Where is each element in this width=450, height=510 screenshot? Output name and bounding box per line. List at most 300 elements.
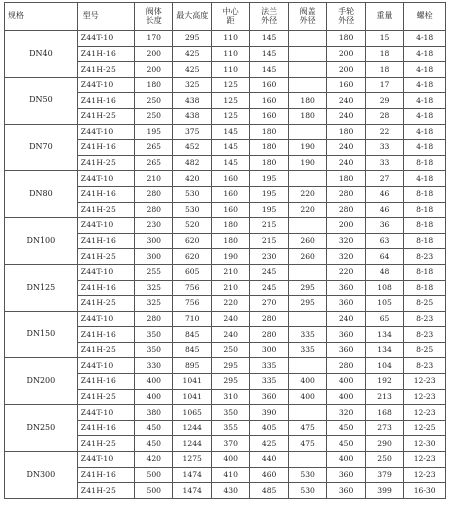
header-body-length: 阀体 长度	[135, 3, 173, 31]
max-height-cell: 1275	[173, 452, 211, 468]
handwheel-diameter-cell: 240	[327, 311, 365, 327]
body-length-cell: 200	[135, 62, 173, 78]
bolts-cell: 4-18	[404, 31, 446, 47]
handwheel-diameter-cell: 360	[327, 342, 365, 358]
handwheel-diameter-cell: 200	[327, 218, 365, 234]
bonnet-diameter-cell: 335	[288, 327, 326, 343]
weight-cell: 46	[365, 202, 403, 218]
center-distance-cell: 295	[211, 358, 249, 374]
model-cell: Z41H-25	[77, 296, 134, 312]
header-bolts: 螺栓	[404, 3, 446, 31]
bonnet-diameter-cell: 260	[288, 233, 326, 249]
center-distance-cell: 110	[211, 31, 249, 47]
bolts-cell: 12-23	[404, 452, 446, 468]
flange-diameter-cell: 160	[250, 77, 288, 93]
max-height-cell: 438	[173, 93, 211, 109]
model-cell: Z44T-10	[77, 405, 134, 421]
weight-cell: 108	[365, 280, 403, 296]
weight-cell: 290	[365, 436, 403, 452]
body-length-cell: 500	[135, 467, 173, 483]
max-height-cell: 1041	[173, 389, 211, 405]
bolts-cell: 8-18	[404, 264, 446, 280]
flange-diameter-cell: 360	[250, 389, 288, 405]
weight-cell: 28	[365, 108, 403, 124]
handwheel-diameter-cell: 180	[327, 31, 365, 47]
model-cell: Z41H-25	[77, 483, 134, 499]
spec-cell: DN100	[5, 218, 78, 265]
model-cell: Z44T-10	[77, 77, 134, 93]
body-length-cell: 500	[135, 483, 173, 499]
bonnet-diameter-cell: 530	[288, 483, 326, 499]
table-row	[5, 124, 446, 140]
table-row	[5, 264, 446, 280]
handwheel-diameter-cell: 360	[327, 327, 365, 343]
weight-cell: 17	[365, 77, 403, 93]
flange-diameter-cell: 160	[250, 93, 288, 109]
model-cell: Z41H-16	[77, 467, 134, 483]
max-height-cell: 620	[173, 233, 211, 249]
bonnet-diameter-cell: 295	[288, 280, 326, 296]
handwheel-diameter-cell: 240	[327, 155, 365, 171]
model-cell: Z41H-25	[77, 342, 134, 358]
bolts-cell: 12-30	[404, 436, 446, 452]
center-distance-cell: 110	[211, 62, 249, 78]
spec-cell: DN300	[5, 452, 78, 499]
bonnet-diameter-cell	[288, 405, 326, 421]
model-cell: Z44T-10	[77, 264, 134, 280]
bolts-cell: 8-25	[404, 296, 446, 312]
center-distance-cell: 145	[211, 155, 249, 171]
flange-diameter-cell: 160	[250, 108, 288, 124]
bonnet-diameter-cell	[288, 218, 326, 234]
body-length-cell: 195	[135, 124, 173, 140]
bonnet-diameter-cell: 475	[288, 420, 326, 436]
center-distance-cell: 250	[211, 342, 249, 358]
weight-cell: 65	[365, 311, 403, 327]
bonnet-diameter-cell: 260	[288, 249, 326, 265]
handwheel-diameter-cell: 360	[327, 467, 365, 483]
header-center-distance: 中心 距	[211, 3, 249, 31]
handwheel-diameter-cell: 320	[327, 405, 365, 421]
body-length-cell: 330	[135, 358, 173, 374]
spec-cell: DN250	[5, 405, 78, 452]
max-height-cell: 845	[173, 342, 211, 358]
handwheel-diameter-cell: 200	[327, 46, 365, 62]
weight-cell: 379	[365, 467, 403, 483]
model-cell: Z44T-10	[77, 124, 134, 140]
model-cell: Z41H-16	[77, 46, 134, 62]
max-height-cell: 1244	[173, 436, 211, 452]
max-height-cell: 1474	[173, 467, 211, 483]
bonnet-diameter-cell	[288, 62, 326, 78]
bolts-cell: 8-18	[404, 218, 446, 234]
center-distance-cell: 410	[211, 467, 249, 483]
handwheel-diameter-cell: 280	[327, 358, 365, 374]
handwheel-diameter-cell: 240	[327, 140, 365, 156]
flange-diameter-cell: 280	[250, 327, 288, 343]
weight-cell: 104	[365, 358, 403, 374]
max-height-cell: 295	[173, 31, 211, 47]
header-row	[5, 3, 446, 31]
header-max-height: 最大高度	[173, 3, 211, 31]
flange-diameter-cell: 195	[250, 202, 288, 218]
bonnet-diameter-cell	[288, 171, 326, 187]
center-distance-cell: 180	[211, 218, 249, 234]
flange-diameter-cell: 215	[250, 233, 288, 249]
max-height-cell: 375	[173, 124, 211, 140]
handwheel-diameter-cell: 180	[327, 171, 365, 187]
max-height-cell: 1474	[173, 483, 211, 499]
weight-cell: 168	[365, 405, 403, 421]
center-distance-cell: 110	[211, 46, 249, 62]
bolts-cell: 8-23	[404, 358, 446, 374]
body-length-cell: 350	[135, 342, 173, 358]
spec-cell: DN70	[5, 124, 78, 171]
bonnet-diameter-cell	[288, 31, 326, 47]
flange-diameter-cell: 405	[250, 420, 288, 436]
bolts-cell: 4-18	[404, 171, 446, 187]
center-distance-cell: 295	[211, 374, 249, 390]
spec-cell: DN200	[5, 358, 78, 405]
flange-diameter-cell: 460	[250, 467, 288, 483]
flange-diameter-cell: 180	[250, 124, 288, 140]
max-height-cell: 530	[173, 202, 211, 218]
center-distance-cell: 350	[211, 405, 249, 421]
body-length-cell: 280	[135, 202, 173, 218]
weight-cell: 399	[365, 483, 403, 499]
center-distance-cell: 240	[211, 327, 249, 343]
max-height-cell: 325	[173, 77, 211, 93]
bolts-cell: 4-18	[404, 124, 446, 140]
body-length-cell: 325	[135, 296, 173, 312]
body-length-cell: 230	[135, 218, 173, 234]
center-distance-cell: 125	[211, 93, 249, 109]
body-length-cell: 250	[135, 93, 173, 109]
bolts-cell: 4-18	[404, 46, 446, 62]
body-length-cell: 180	[135, 77, 173, 93]
model-cell: Z44T-10	[77, 311, 134, 327]
model-cell: Z41H-25	[77, 249, 134, 265]
weight-cell: 46	[365, 186, 403, 202]
model-cell: Z44T-10	[77, 358, 134, 374]
flange-diameter-cell: 390	[250, 405, 288, 421]
bonnet-diameter-cell	[288, 311, 326, 327]
body-length-cell: 250	[135, 108, 173, 124]
weight-cell: 273	[365, 420, 403, 436]
flange-diameter-cell: 245	[250, 264, 288, 280]
weight-cell: 250	[365, 452, 403, 468]
weight-cell: 36	[365, 218, 403, 234]
model-cell: Z41H-16	[77, 374, 134, 390]
body-length-cell: 210	[135, 171, 173, 187]
center-distance-cell: 180	[211, 233, 249, 249]
bolts-cell: 8-23	[404, 249, 446, 265]
weight-cell: 63	[365, 233, 403, 249]
model-cell: Z41H-16	[77, 420, 134, 436]
center-distance-cell: 370	[211, 436, 249, 452]
table-row	[5, 171, 446, 187]
flange-diameter-cell: 195	[250, 171, 288, 187]
model-cell: Z41H-16	[77, 233, 134, 249]
center-distance-cell: 125	[211, 77, 249, 93]
weight-cell: 18	[365, 46, 403, 62]
bolts-cell: 8-23	[404, 327, 446, 343]
flange-diameter-cell: 180	[250, 155, 288, 171]
center-distance-cell: 240	[211, 311, 249, 327]
model-cell: Z44T-10	[77, 31, 134, 47]
body-length-cell: 265	[135, 155, 173, 171]
spec-cell: DN150	[5, 311, 78, 358]
handwheel-diameter-cell: 400	[327, 374, 365, 390]
bolts-cell: 12-23	[404, 467, 446, 483]
handwheel-diameter-cell: 160	[327, 77, 365, 93]
model-cell: Z41H-16	[77, 186, 134, 202]
flange-diameter-cell: 215	[250, 218, 288, 234]
bolts-cell: 16-30	[404, 483, 446, 499]
body-length-cell: 450	[135, 420, 173, 436]
bolts-cell: 8-23	[404, 311, 446, 327]
flange-diameter-cell: 440	[250, 452, 288, 468]
bonnet-diameter-cell: 400	[288, 389, 326, 405]
flange-diameter-cell: 335	[250, 374, 288, 390]
center-distance-cell: 400	[211, 452, 249, 468]
model-cell: Z41H-16	[77, 280, 134, 296]
center-distance-cell: 210	[211, 264, 249, 280]
handwheel-diameter-cell: 280	[327, 202, 365, 218]
spec-cell: DN125	[5, 264, 78, 311]
weight-cell: 18	[365, 62, 403, 78]
flange-diameter-cell: 145	[250, 46, 288, 62]
center-distance-cell: 190	[211, 249, 249, 265]
max-height-cell: 425	[173, 46, 211, 62]
body-length-cell: 265	[135, 140, 173, 156]
spec-cell: DN40	[5, 31, 78, 78]
bolts-cell: 12-23	[404, 389, 446, 405]
bonnet-diameter-cell: 190	[288, 140, 326, 156]
max-height-cell: 1244	[173, 420, 211, 436]
flange-diameter-cell: 335	[250, 358, 288, 374]
max-height-cell: 438	[173, 108, 211, 124]
model-cell: Z41H-25	[77, 155, 134, 171]
flange-diameter-cell: 270	[250, 296, 288, 312]
handwheel-diameter-cell: 220	[327, 264, 365, 280]
weight-cell: 48	[365, 264, 403, 280]
max-height-cell: 482	[173, 155, 211, 171]
table-row	[5, 311, 446, 327]
center-distance-cell: 145	[211, 124, 249, 140]
handwheel-diameter-cell: 400	[327, 389, 365, 405]
bolts-cell: 4-18	[404, 140, 446, 156]
bolts-cell: 8-18	[404, 233, 446, 249]
max-height-cell: 420	[173, 171, 211, 187]
model-cell: Z41H-25	[77, 436, 134, 452]
body-length-cell: 420	[135, 452, 173, 468]
body-length-cell: 325	[135, 280, 173, 296]
flange-diameter-cell: 145	[250, 62, 288, 78]
body-length-cell: 450	[135, 436, 173, 452]
weight-cell: 22	[365, 124, 403, 140]
body-length-cell: 200	[135, 46, 173, 62]
bolts-cell: 8-18	[404, 186, 446, 202]
model-cell: Z44T-10	[77, 218, 134, 234]
header-model: 型号	[77, 3, 134, 31]
specification-table	[4, 2, 446, 499]
model-cell: Z41H-25	[77, 202, 134, 218]
spec-cell: DN50	[5, 77, 78, 124]
weight-cell: 192	[365, 374, 403, 390]
table-row	[5, 77, 446, 93]
body-length-cell: 280	[135, 311, 173, 327]
bonnet-diameter-cell	[288, 358, 326, 374]
max-height-cell: 1065	[173, 405, 211, 421]
handwheel-diameter-cell: 450	[327, 436, 365, 452]
body-length-cell: 170	[135, 31, 173, 47]
weight-cell: 27	[365, 171, 403, 187]
table-row	[5, 218, 446, 234]
model-cell: Z41H-25	[77, 389, 134, 405]
bonnet-diameter-cell	[288, 452, 326, 468]
body-length-cell: 350	[135, 327, 173, 343]
max-height-cell: 620	[173, 249, 211, 265]
spec-cell: DN80	[5, 171, 78, 218]
bonnet-diameter-cell: 220	[288, 202, 326, 218]
max-height-cell: 710	[173, 311, 211, 327]
header-spec: 规格	[5, 3, 78, 31]
bonnet-diameter-cell: 180	[288, 93, 326, 109]
bolts-cell: 8-18	[404, 280, 446, 296]
body-length-cell: 300	[135, 249, 173, 265]
center-distance-cell: 310	[211, 389, 249, 405]
bonnet-diameter-cell: 295	[288, 296, 326, 312]
flange-diameter-cell: 300	[250, 342, 288, 358]
bolts-cell: 12-23	[404, 374, 446, 390]
bolts-cell: 4-18	[404, 108, 446, 124]
weight-cell: 64	[365, 249, 403, 265]
center-distance-cell: 160	[211, 202, 249, 218]
flange-diameter-cell: 195	[250, 186, 288, 202]
max-height-cell: 756	[173, 296, 211, 312]
model-cell: Z44T-10	[77, 171, 134, 187]
header-flange-diameter: 法兰 外径	[250, 3, 288, 31]
body-length-cell: 255	[135, 264, 173, 280]
bonnet-diameter-cell: 190	[288, 155, 326, 171]
handwheel-diameter-cell: 360	[327, 296, 365, 312]
max-height-cell: 605	[173, 264, 211, 280]
center-distance-cell: 430	[211, 483, 249, 499]
center-distance-cell: 210	[211, 280, 249, 296]
handwheel-diameter-cell: 450	[327, 420, 365, 436]
flange-diameter-cell: 180	[250, 140, 288, 156]
table-row	[5, 405, 446, 421]
bonnet-diameter-cell	[288, 124, 326, 140]
handwheel-diameter-cell: 280	[327, 186, 365, 202]
center-distance-cell: 145	[211, 140, 249, 156]
max-height-cell: 452	[173, 140, 211, 156]
bolts-cell: 8-25	[404, 342, 446, 358]
body-length-cell: 400	[135, 374, 173, 390]
max-height-cell: 756	[173, 280, 211, 296]
flange-diameter-cell: 145	[250, 31, 288, 47]
bonnet-diameter-cell	[288, 46, 326, 62]
center-distance-cell: 355	[211, 420, 249, 436]
body-length-cell: 400	[135, 389, 173, 405]
weight-cell: 29	[365, 93, 403, 109]
weight-cell: 134	[365, 327, 403, 343]
bonnet-diameter-cell: 180	[288, 108, 326, 124]
bolts-cell: 4-18	[404, 77, 446, 93]
model-cell: Z41H-16	[77, 93, 134, 109]
weight-cell: 134	[365, 342, 403, 358]
bonnet-diameter-cell	[288, 77, 326, 93]
center-distance-cell: 125	[211, 108, 249, 124]
max-height-cell: 425	[173, 62, 211, 78]
weight-cell: 33	[365, 140, 403, 156]
handwheel-diameter-cell: 400	[327, 452, 365, 468]
bolts-cell: 8-18	[404, 155, 446, 171]
handwheel-diameter-cell: 180	[327, 124, 365, 140]
center-distance-cell: 160	[211, 171, 249, 187]
bonnet-diameter-cell	[288, 264, 326, 280]
header-bonnet-diameter: 阀盖 外径	[288, 3, 326, 31]
model-cell: Z41H-16	[77, 327, 134, 343]
weight-cell: 15	[365, 31, 403, 47]
model-cell: Z41H-25	[77, 108, 134, 124]
handwheel-diameter-cell: 240	[327, 93, 365, 109]
weight-cell: 105	[365, 296, 403, 312]
body-length-cell: 380	[135, 405, 173, 421]
bolts-cell: 4-18	[404, 62, 446, 78]
header-handwheel-diameter: 手轮 外径	[327, 3, 365, 31]
max-height-cell: 1041	[173, 374, 211, 390]
bonnet-diameter-cell: 530	[288, 467, 326, 483]
bonnet-diameter-cell: 220	[288, 186, 326, 202]
header-weight: 重量	[365, 3, 403, 31]
center-distance-cell: 220	[211, 296, 249, 312]
table-row	[5, 452, 446, 468]
handwheel-diameter-cell: 320	[327, 249, 365, 265]
center-distance-cell: 160	[211, 186, 249, 202]
flange-diameter-cell: 230	[250, 249, 288, 265]
body-length-cell: 300	[135, 233, 173, 249]
bonnet-diameter-cell: 335	[288, 342, 326, 358]
weight-cell: 33	[365, 155, 403, 171]
max-height-cell: 895	[173, 358, 211, 374]
table-body	[5, 31, 446, 499]
bolts-cell: 12-23	[404, 405, 446, 421]
model-cell: Z41H-16	[77, 140, 134, 156]
handwheel-diameter-cell: 360	[327, 483, 365, 499]
table-row	[5, 31, 446, 47]
handwheel-diameter-cell: 240	[327, 108, 365, 124]
max-height-cell: 845	[173, 327, 211, 343]
handwheel-diameter-cell: 320	[327, 233, 365, 249]
handwheel-diameter-cell: 360	[327, 280, 365, 296]
body-length-cell: 280	[135, 186, 173, 202]
flange-diameter-cell: 485	[250, 483, 288, 499]
model-cell: Z44T-10	[77, 452, 134, 468]
bolts-cell: 8-18	[404, 202, 446, 218]
max-height-cell: 520	[173, 218, 211, 234]
table-row	[5, 358, 446, 374]
bolts-cell: 12-25	[404, 420, 446, 436]
handwheel-diameter-cell: 200	[327, 62, 365, 78]
model-cell: Z41H-25	[77, 62, 134, 78]
bolts-cell: 4-18	[404, 93, 446, 109]
weight-cell: 213	[365, 389, 403, 405]
max-height-cell: 530	[173, 186, 211, 202]
bonnet-diameter-cell: 400	[288, 374, 326, 390]
flange-diameter-cell: 280	[250, 311, 288, 327]
